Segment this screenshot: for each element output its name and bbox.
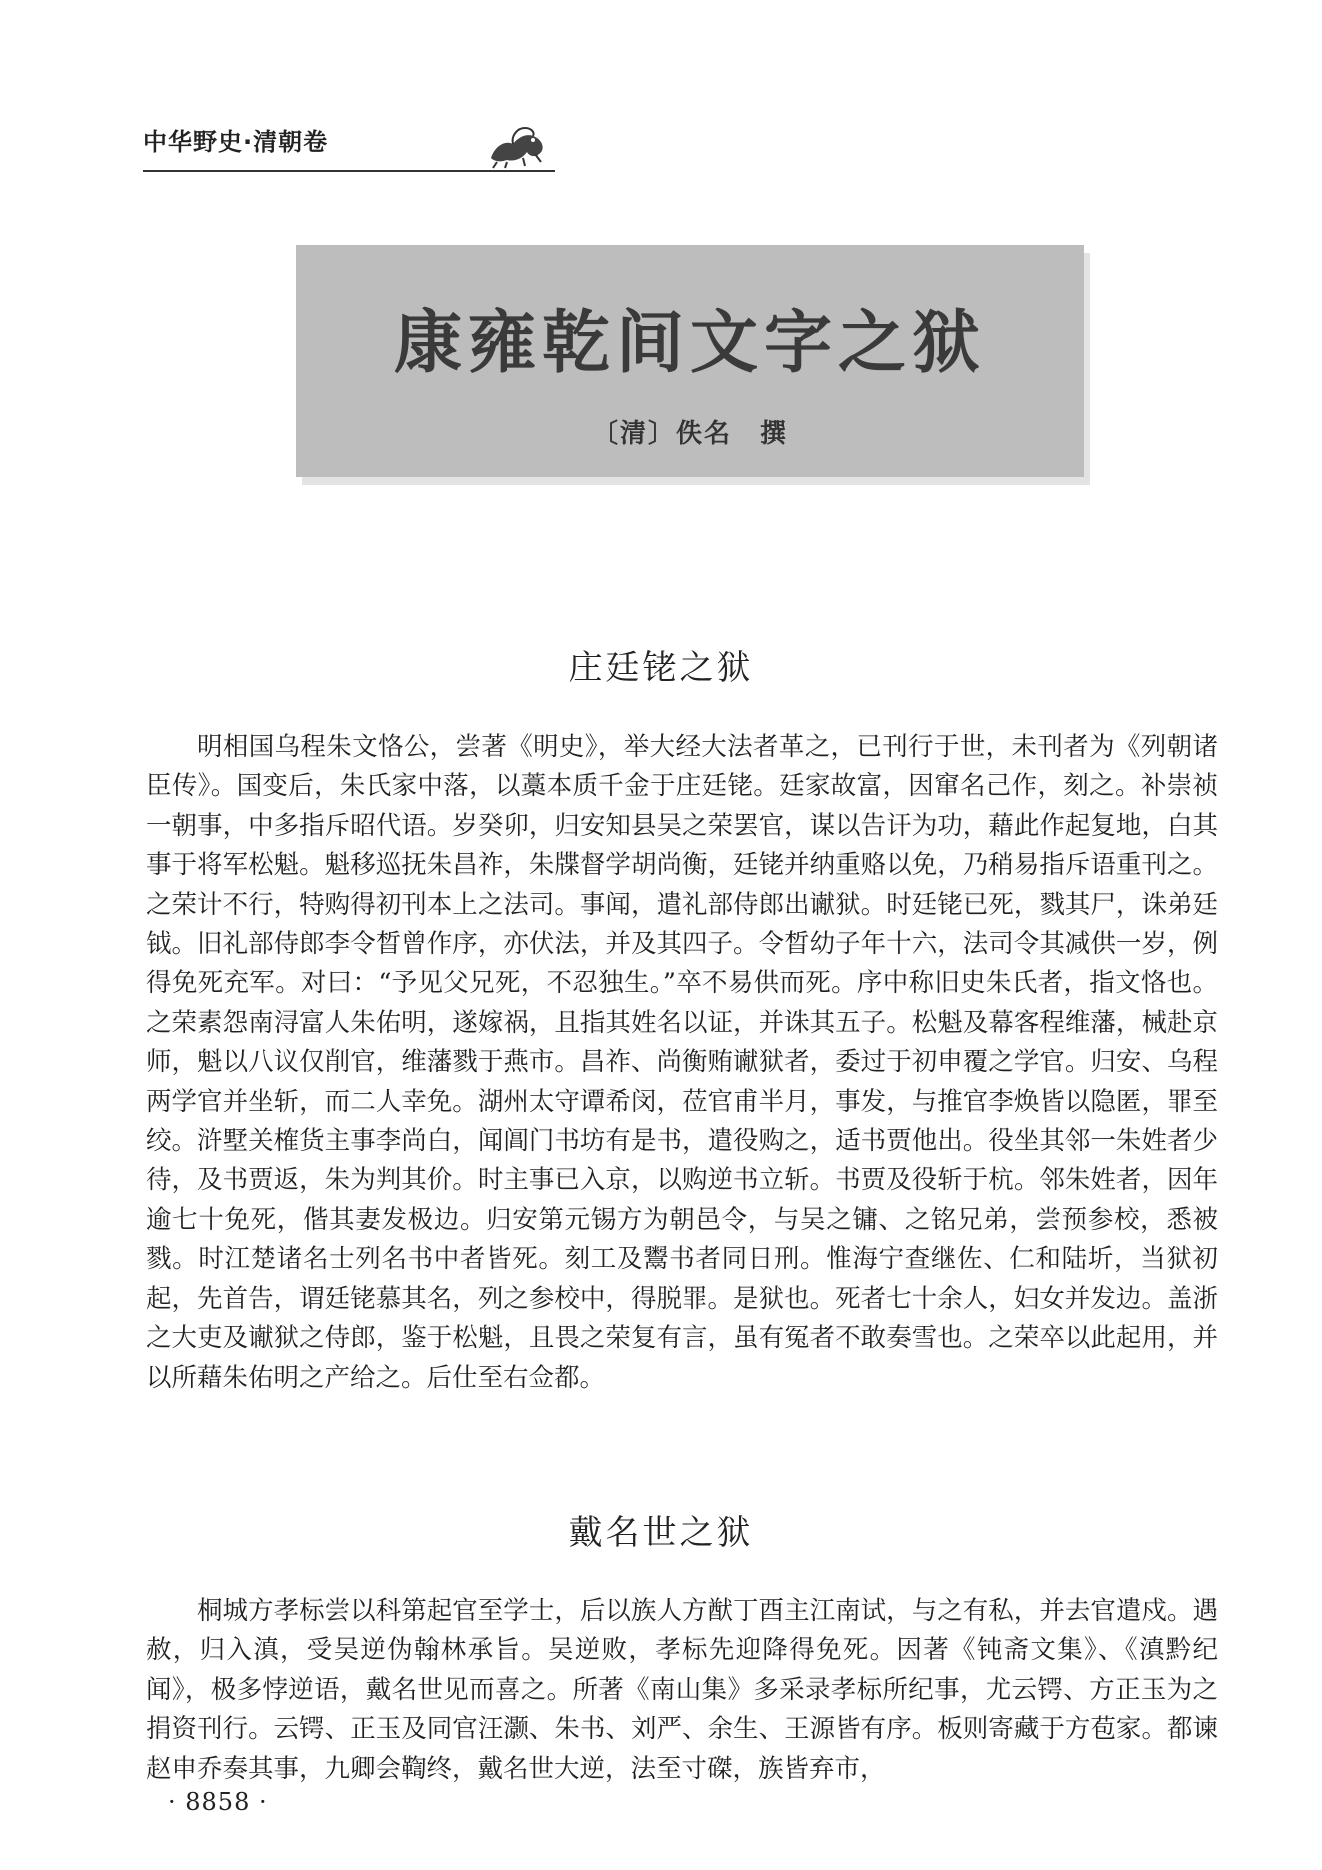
section-heading: 戴名世之狱 [568, 1513, 754, 1553]
article-author: 〔清〕佚名 撰 [591, 419, 788, 449]
running-header [143, 118, 555, 174]
dragon-emblem-icon [483, 118, 553, 170]
header-rule [143, 170, 555, 172]
title-banner [296, 245, 1084, 477]
running-title: 中华野史·清朝卷 [143, 128, 329, 156]
article-title: 康雍乾间文字之狱 [393, 303, 986, 383]
section-body: 桐城方孝标尝以科第起官至学士，后以族人方猷丁酉主江南试，与之有私，并去官遣戍。遇赦，归入滇，受吴逆伪翰林承旨。吴逆败，孝标先迎降得免死。因著《钝斋文集》、《滇黔纪闻》，极多悖逆语，戴名世见而喜之。所著《南山集》多采录孝标所纪事，尤云锷、方正玉为之捐资刊行。云锷、正玉及同官汪灏、朱书、刘严、余生、王源皆有序。板则寄藏于方苞家。都谏赵申乔奏其事，九卿会鞫终，戴名世大逆，法至寸磔，族皆弃市， [146, 1596, 1218, 1784]
section-body: 明相国乌程朱文恪公，尝著《明史》，举大经大法者革之，已刊行于世，未刊者为《列朝诸臣传》。国变后，朱氏家中落，以藁本质千金于庄廷铑。廷家故富，因窜名己作，刻之。补崇祯一朝事，中多指斥昭代语。岁癸卯，归安知县吴之荣罢官，谋以告讦为功，藉此作起复地，白其事于将军松魁。魁移巡抚朱昌祚，朱牒督学胡尚衡，廷铑并纳重赂以免，乃稍易指斥语重刊之。之荣计不行，特购得初刊本上之法司。事闻，遣礼部侍郎出谳狱。时廷铑已死，戮其尸，诛弟廷钺。旧礼部侍郎李令晳曾作序，亦伏法，并及其四子。令晳幼子年十六，法司令其减供一岁，例得免死充军。对曰：“予见父兄死，不忍独生。”卒不易供而死。序中称旧史朱氏者，指文恪也。之荣素怨南浔富人朱佑明，遂嫁祸，且指其姓名以证，并诛其五子。松魁及幕客程维藩，械赴京师，魁以八议仅削官，维藩戮于燕市。昌祚、尚衡贿谳狱者，委过于初申覆之学官。归安、乌程两学官并坐斩，而二人幸免。湖州太守谭希闵，莅官甫半月，事发，与推官李焕皆以隐匿，罪至绞。浒墅关榷货主事李尚白，闻阊门书坊有是书，遣役购之，适书贾他出。役坐其邻一朱姓者少待，及书贾返，朱为判其价。时主事已入京，以购逆书立斩。书贾及役斩于杭。邻朱姓者，因年逾七十免死，偕其妻发极边。归安第元锡方为朝邑令，与吴之镛、之铭兄弟，尝预参校，悉被戮。时江楚诸名士列名书中者皆死。刻工及鬻书者同日刑。惟海宁查继佐、仁和陆圻，当狱初起，先首告，谓廷铑慕其名，列之参校中，得脱罪。是狱也。死者七十余人，妇女并发边。盖浙之大吏及谳狱之侍郎，鉴于松魁，且畏之荣复有言，虽有冤者不敢奏雪也。之荣卒以此起用，并以所藉朱佑明之产给之。后仕至右佥都。 [146, 732, 1218, 1393]
section-heading: 庄廷铑之狱 [568, 648, 754, 688]
page-number: · 8858 · [168, 1788, 268, 1816]
